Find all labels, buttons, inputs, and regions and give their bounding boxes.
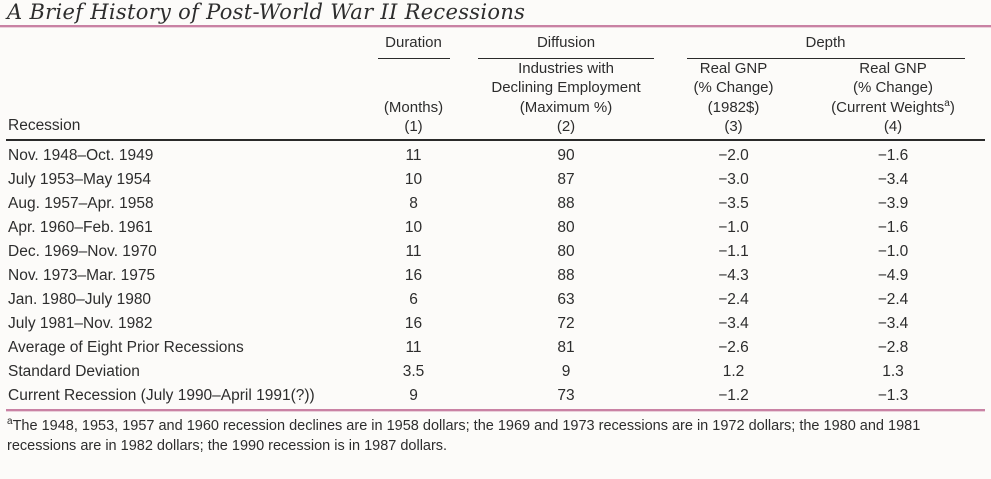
recession-label: Average of Eight Prior Recessions bbox=[8, 338, 244, 356]
title-underline-rule bbox=[0, 25, 991, 27]
gnp-1982-value: −2.0 bbox=[718, 146, 749, 164]
gnp-current-weights-value: −2.4 bbox=[877, 290, 909, 308]
group-header-row bbox=[6, 31, 985, 59]
gnp-current-weights-value: −2.8 bbox=[877, 338, 909, 356]
group-header-diffusion bbox=[466, 31, 666, 59]
diffusion-value: 88 bbox=[557, 266, 575, 284]
duration-months-value: 8 bbox=[409, 194, 418, 212]
group-header-duration bbox=[361, 31, 466, 59]
gnp-current-weights-value: −3.4 bbox=[877, 170, 909, 188]
gnp-current-weights-value: 1.3 bbox=[882, 362, 904, 380]
page-title: A Brief History of Post-World War II Recessions bbox=[7, 0, 526, 24]
recession-label: Apr. 1960–Feb. 1961 bbox=[8, 218, 153, 236]
table-row bbox=[6, 240, 985, 264]
table-row bbox=[6, 192, 985, 216]
duration-months-value: 11 bbox=[405, 242, 422, 260]
duration-months-value: 16 bbox=[404, 314, 423, 332]
table-bottom-rule bbox=[6, 409, 985, 411]
diffusion-value: 90 bbox=[557, 146, 575, 164]
gnp-1982-value: −2.4 bbox=[718, 290, 749, 308]
footnote-superscript: a bbox=[7, 416, 13, 428]
diffusion-value: 81 bbox=[557, 338, 575, 356]
gnp-1982-value: −1.1 bbox=[718, 242, 749, 260]
gnp-1982-value: −1.0 bbox=[718, 218, 749, 236]
diffusion-value: 63 bbox=[557, 290, 575, 308]
diffusion-value: 88 bbox=[557, 194, 575, 212]
recessions-table bbox=[6, 31, 985, 408]
recession-label: Standard Deviation bbox=[8, 362, 140, 380]
diffusion-value: 73 bbox=[557, 386, 575, 404]
gnp-1982-value: 1.2 bbox=[722, 362, 745, 380]
table-header bbox=[6, 31, 985, 140]
gnp-1982-value: −3.0 bbox=[718, 170, 749, 188]
duration-months-value: 16 bbox=[404, 266, 423, 284]
recession-label: July 1981–Nov. 1982 bbox=[8, 314, 153, 332]
gnp-current-weights-value: −3.9 bbox=[877, 194, 909, 212]
recession-label: July 1953–May 1954 bbox=[8, 170, 152, 188]
table-row bbox=[6, 264, 985, 288]
table-row bbox=[6, 384, 985, 408]
duration-months-value: 10 bbox=[404, 218, 423, 236]
duration-months-value: 3.5 bbox=[402, 362, 425, 380]
table-row bbox=[6, 360, 985, 384]
gnp-current-weights-value: −1.6 bbox=[877, 218, 909, 236]
table-body bbox=[6, 140, 985, 408]
footnote bbox=[7, 417, 983, 456]
column-header-row bbox=[6, 59, 985, 140]
column-header-gnp-1982: Real GNP (% Change) (1982$) (3) bbox=[666, 59, 801, 140]
gnp-current-weights-value: −4.9 bbox=[877, 266, 909, 284]
table-row bbox=[6, 168, 985, 192]
recession-label: Nov. 1948–Oct. 1949 bbox=[8, 146, 154, 164]
duration-months-value: 9 bbox=[409, 386, 418, 404]
footnote-text: The 1948, 1953, 1957 and 1960 recession declines are in 1958 dollars; the 1969 and 1973 recessions are in 1972 dollars; the 1980 and 1981 recessions are in 1982 dollars; the 1990 recession is in 1987 dollars. bbox=[7, 417, 921, 454]
diffusion-value: 80 bbox=[557, 242, 575, 260]
footnote-marker-superscript: a bbox=[944, 97, 950, 109]
recession-label: Jan. 1980–July 1980 bbox=[8, 290, 152, 308]
diffusion-value: 9 bbox=[561, 362, 571, 380]
gnp-current-weights-value: −1.3 bbox=[877, 386, 909, 404]
duration-months-value: 6 bbox=[409, 290, 418, 308]
gnp-current-weights-value: −3.4 bbox=[877, 314, 909, 332]
diffusion-value: 87 bbox=[557, 170, 575, 188]
table-row bbox=[6, 216, 985, 240]
gnp-1982-value: −1.2 bbox=[718, 386, 749, 404]
column-header-recession: Recession bbox=[6, 59, 361, 140]
group-label-diffusion: Diffusion bbox=[478, 33, 654, 59]
table-row bbox=[6, 312, 985, 336]
gnp-1982-value: −3.4 bbox=[718, 314, 749, 332]
group-header-empty bbox=[6, 31, 361, 59]
gnp-current-weights-value: −1.6 bbox=[877, 146, 909, 164]
recession-label: Nov. 1973–Mar. 1975 bbox=[8, 266, 156, 284]
duration-months-value: 11 bbox=[405, 338, 422, 356]
gnp-1982-value: −3.5 bbox=[718, 194, 749, 212]
duration-months-value: 10 bbox=[404, 170, 423, 188]
column-header-duration-months: (Months) (1) bbox=[361, 59, 466, 140]
group-label-depth: Depth bbox=[687, 33, 965, 59]
table-row bbox=[6, 140, 985, 168]
group-header-depth bbox=[666, 31, 985, 59]
group-label-duration: Duration bbox=[378, 33, 450, 59]
recession-label: Current Recession (July 1990–April 1991(?)) bbox=[8, 386, 315, 404]
recession-label: Aug. 1957–Apr. 1958 bbox=[8, 194, 154, 212]
gnp-1982-value: −2.6 bbox=[718, 338, 749, 356]
column-header-diffusion-industries: Industries with Declining Employment (Maximum %) (2) bbox=[466, 59, 666, 140]
table-row bbox=[6, 288, 985, 312]
table-row bbox=[6, 336, 985, 360]
gnp-current-weights-value: −1.0 bbox=[877, 242, 909, 260]
gnp-1982-value: −4.3 bbox=[718, 266, 749, 284]
diffusion-value: 72 bbox=[557, 314, 575, 332]
duration-months-value: 11 bbox=[405, 146, 422, 164]
recession-label: Dec. 1969–Nov. 1970 bbox=[8, 242, 157, 260]
diffusion-value: 80 bbox=[557, 218, 575, 236]
column-header-gnp-current-weights: Real GNP (% Change) (Current Weights$^a$) (4) bbox=[801, 59, 985, 140]
